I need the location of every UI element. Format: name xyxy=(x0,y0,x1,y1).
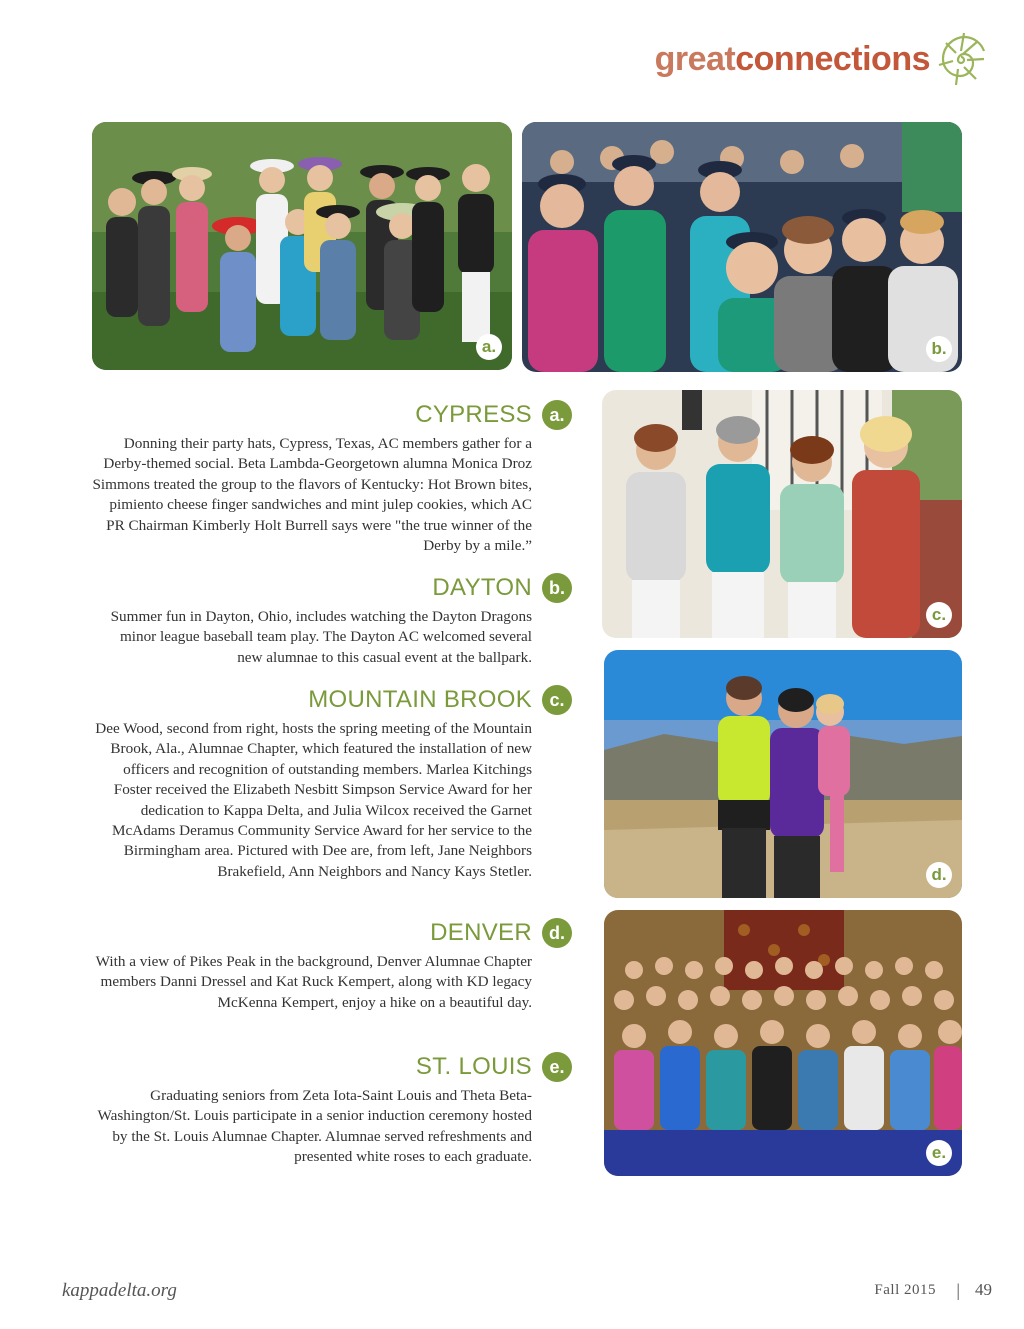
photo-label-c: c. xyxy=(926,602,952,628)
photo-label-a: a. xyxy=(476,334,502,360)
article-heading xyxy=(92,573,572,603)
page-header xyxy=(655,26,988,92)
footer-separator: | xyxy=(956,1280,960,1300)
article-body: Donning their party hats, Cypress, Texas, AC members gather for a Derby-themed social. Beta Lambda-Georgetown alumna Monica Droz Simmons treated the group to the flavors of Kentucky: Hot Brown bites, pimiento cheese finger sandwiches and mint julep cookies, which AC PR Chairman Kimberly Holt Burrell says were "the true winner of the Derby by a mile.” xyxy=(92,435,532,555)
photo-label-e: e. xyxy=(926,1140,952,1166)
photo-mountain-brook xyxy=(602,390,962,638)
footer-website: kappadelta.org xyxy=(62,1280,177,1301)
photo-label-b: b. xyxy=(926,336,952,362)
article-heading xyxy=(92,918,572,948)
article-title: MOUNTAIN BROOK xyxy=(308,686,532,713)
article-denver xyxy=(92,918,565,1013)
article-cypress xyxy=(92,400,565,556)
article-st-louis xyxy=(92,1052,565,1168)
section-title-part1: great xyxy=(654,39,736,78)
page-number: 49 xyxy=(975,1280,992,1299)
article-body: Summer fun in Dayton, Ohio, includes watching the Dayton Dragons minor league baseball team play. The Dayton AC welcomed several new alumnae to this casual event at the ballpark. xyxy=(110,608,532,666)
photo-dayton xyxy=(522,122,962,372)
article-title: DAYTON xyxy=(432,574,532,601)
photo-st-louis xyxy=(604,910,962,1176)
article-body: Dee Wood, second from right, hosts the spring meeting of the Mountain Brook, Ala., Alumnae Chapter, which featured the installation of new officers and recognition of outstanding members. Marlea Kitchings Foster received the Elizabeth Nesbitt Simpson Service Award for her dedication to Kappa Delta, and Julia Wilcox received the Garnet McAdams Deramus Community Service Award for her service to the Birmingham area. Pictured with Dee are, from left, Jane Neighbors Brakefield, Ann Neighbors and Nancy Kays Stetler. xyxy=(95,720,532,880)
article-body: With a view of Pikes Peak in the background, Denver Alumnae Chapter members Danni Dressel and Kat Ruck Kempert, along with KD legacy McKenna Kempert, enjoy a hike on a beautiful day. xyxy=(95,953,532,1011)
article-badge: d. xyxy=(542,918,572,948)
photo-label-d: d. xyxy=(926,862,952,888)
section-title xyxy=(655,40,930,79)
article-title: DENVER xyxy=(430,919,532,946)
article-body: Graduating seniors from Zeta Iota-Saint Louis and Theta Beta-Washington/St. Louis participate in a senior induction ceremony hosted by the St. Louis Alumnae Chapter. Alumnae served refreshments and presented white roses to each graduate. xyxy=(97,1087,532,1166)
article-mountain-brook xyxy=(92,685,565,882)
article-badge: b. xyxy=(542,573,572,603)
article-badge: c. xyxy=(542,685,572,715)
article-badge: a. xyxy=(542,400,572,430)
article-heading xyxy=(92,685,572,715)
article-title: CYPRESS xyxy=(415,401,532,428)
article-dayton xyxy=(92,573,565,668)
article-title: ST. LOUIS xyxy=(415,1053,532,1080)
article-badge: e. xyxy=(542,1052,572,1082)
section-title-part2: connections xyxy=(735,39,930,78)
article-heading xyxy=(92,1052,572,1082)
article-heading xyxy=(92,400,572,430)
nautilus-shell-icon xyxy=(934,29,988,89)
photo-cypress xyxy=(92,122,512,370)
photo-denver xyxy=(604,650,962,898)
footer-issue: Fall 2015 xyxy=(874,1282,936,1298)
